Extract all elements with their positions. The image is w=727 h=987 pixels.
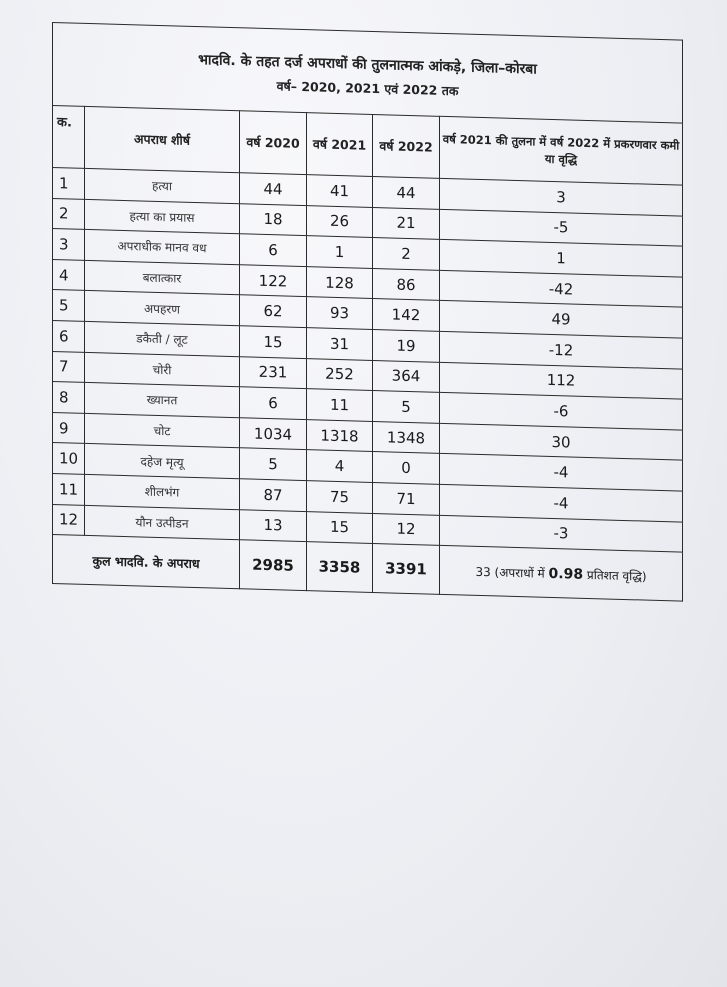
row-crime: हत्या का प्रयास: [85, 199, 240, 234]
row-sno: 1: [53, 168, 85, 199]
row-change: 112: [440, 362, 683, 399]
row-2022: 2: [373, 238, 440, 270]
row-sno: 12: [53, 504, 85, 535]
row-2020: 62: [240, 295, 307, 327]
row-change: 49: [440, 301, 683, 338]
row-2021: 252: [307, 358, 373, 390]
row-change: -12: [440, 331, 683, 368]
total-2020: 2985: [240, 540, 307, 591]
row-crime: दहेज मृत्यू: [85, 444, 240, 479]
row-crime: अपहरण: [85, 291, 240, 326]
row-crime: ख्यानत: [85, 383, 240, 418]
row-2020: 122: [240, 265, 307, 297]
row-crime: डकैती / लूट: [85, 321, 240, 356]
row-2022: 1348: [373, 421, 440, 453]
row-2020: 44: [240, 173, 307, 205]
row-2021: 1: [307, 236, 373, 268]
row-2022: 86: [373, 268, 440, 300]
row-2020: 13: [240, 509, 307, 541]
row-2021: 31: [307, 328, 373, 360]
row-sno: 7: [53, 351, 85, 382]
row-crime: बलात्कार: [85, 260, 240, 295]
row-2020: 1034: [240, 417, 307, 449]
row-crime: यौन उत्पीडन: [85, 505, 240, 540]
row-2021: 15: [307, 511, 373, 543]
row-crime: अपराधीक मानव वध: [85, 230, 240, 265]
row-change: 3: [440, 178, 683, 215]
row-sno: 8: [53, 382, 85, 413]
total-2022: 3391: [373, 544, 440, 595]
total-change-note: [440, 545, 683, 601]
header-sno: क.: [53, 106, 85, 169]
row-2022: 0: [373, 452, 440, 484]
row-2022: 142: [373, 299, 440, 331]
row-change: -5: [440, 209, 683, 246]
row-crime: हत्या: [85, 168, 240, 203]
row-2022: 21: [373, 207, 440, 239]
row-crime: चोरी: [85, 352, 240, 387]
row-2020: 87: [240, 479, 307, 511]
row-2021: 93: [307, 297, 373, 329]
row-sno: 10: [53, 443, 85, 474]
row-2021: 11: [307, 389, 373, 421]
row-2021: 41: [307, 175, 373, 207]
row-change: -4: [440, 484, 683, 521]
header-comparison: वर्ष 2021 की तुलना में वर्ष 2022 में प्रकरणवार कमी या वृद्धि: [440, 116, 683, 185]
header-2022: वर्ष 2022: [373, 114, 440, 178]
row-crime: शीलभंग: [85, 474, 240, 509]
row-change: 1: [440, 240, 683, 277]
total-note-prefix: 33 (अपराधों में: [475, 564, 545, 581]
title-line-2: वर्ष– 2020, 2021 एवं 2022 तक: [276, 78, 459, 99]
title-line-1: भादवि. के तहत दर्ज अपराधों की तुलनात्मक आंकड़े, जिला–कोरबा: [198, 52, 537, 78]
row-sno: 9: [53, 412, 85, 443]
row-2022: 364: [373, 360, 440, 392]
row-sno: 3: [53, 229, 85, 260]
row-change: -3: [440, 515, 683, 552]
row-2021: 128: [307, 266, 373, 298]
row-change: -42: [440, 270, 683, 307]
row-change: 30: [440, 423, 683, 460]
header-2020: वर्ष 2020: [240, 111, 307, 175]
row-sno: 2: [53, 198, 85, 229]
table-body: [53, 168, 683, 553]
row-crime: चोट: [85, 413, 240, 448]
row-sno: 11: [53, 473, 85, 504]
total-note-value: 0.98: [548, 565, 584, 583]
crime-statistics-table-wrapper: [52, 22, 682, 602]
row-2021: 75: [307, 481, 373, 513]
row-2021: 1318: [307, 419, 373, 451]
row-2020: 231: [240, 356, 307, 388]
header-2021: वर्ष 2021: [307, 113, 373, 177]
header-crime: अपराध शीर्ष: [85, 106, 240, 172]
total-note-suffix: प्रतिशत वृद्धि): [586, 567, 647, 584]
row-2020: 5: [240, 448, 307, 480]
total-2021: 3358: [307, 542, 373, 593]
row-sno: 5: [53, 290, 85, 321]
row-sno: 4: [53, 259, 85, 290]
crime-statistics-table: [52, 22, 683, 602]
row-2020: 15: [240, 326, 307, 358]
row-change: -4: [440, 454, 683, 491]
total-label: कुल भादवि. के अपराध: [53, 535, 240, 589]
row-2020: 6: [240, 234, 307, 266]
row-2020: 6: [240, 387, 307, 419]
row-2021: 4: [307, 450, 373, 482]
row-2022: 19: [373, 329, 440, 361]
row-2022: 12: [373, 513, 440, 545]
row-change: -6: [440, 392, 683, 429]
row-2022: 5: [373, 391, 440, 423]
row-2020: 18: [240, 203, 307, 235]
row-2022: 44: [373, 176, 440, 208]
row-sno: 6: [53, 320, 85, 351]
row-2022: 71: [373, 482, 440, 514]
row-2021: 26: [307, 205, 373, 237]
